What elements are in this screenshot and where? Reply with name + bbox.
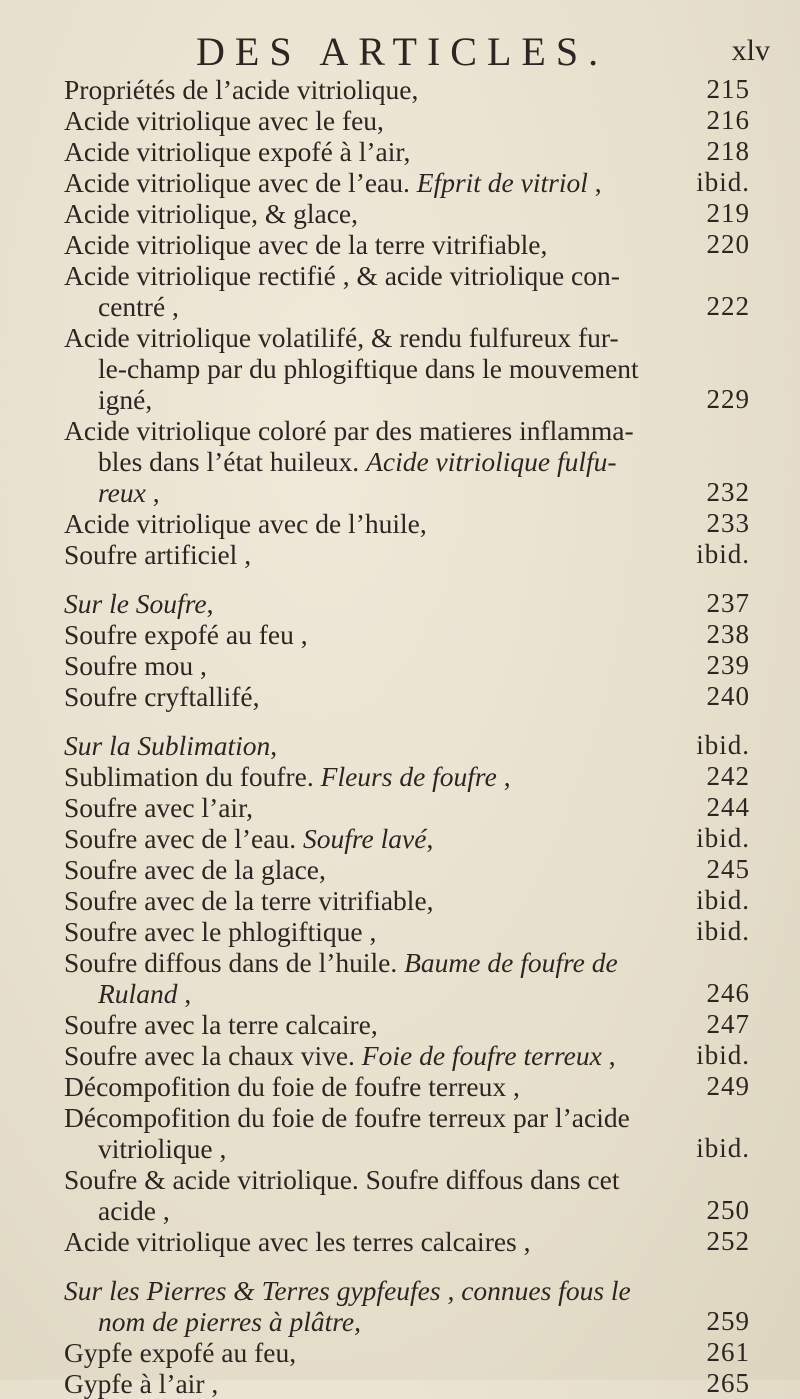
- entry-text: [64, 619, 308, 650]
- italic-text: reux: [98, 477, 146, 508]
- page-number: 232: [706, 477, 750, 507]
- entry-line: [0, 1071, 800, 1102]
- index-entry: [0, 619, 800, 650]
- entry-text: [64, 229, 547, 260]
- italic-text: nom de pierres à plâtre,: [98, 1306, 361, 1337]
- text-run: ,: [496, 761, 511, 792]
- entry-text: [64, 1071, 520, 1102]
- text-run: Acide vitriolique avec de l’huile,: [64, 508, 427, 539]
- entry-text: [64, 1275, 631, 1306]
- text-run: ,: [426, 823, 434, 854]
- entry-text: [64, 1102, 630, 1133]
- text-run: Soufre avec le phlogiftique ,: [64, 916, 377, 947]
- italic-text: Fleurs de foufre: [320, 761, 497, 792]
- entry-text: [98, 477, 160, 508]
- entry-line: [0, 1040, 800, 1071]
- italic-text: Foie de foufre terreux: [361, 1040, 602, 1071]
- page-number: 215: [706, 74, 750, 104]
- entry-text: [98, 291, 179, 322]
- entry-line: [0, 167, 800, 198]
- text-run: Acide vitriolique coloré par des matieres inflamma-: [64, 415, 634, 446]
- page-number: 261: [706, 1337, 750, 1367]
- page-number: ibid.: [696, 885, 750, 915]
- entry-line: [0, 1164, 800, 1195]
- text-run: Soufre avec de l’eau.: [64, 823, 303, 854]
- entry-text: [64, 167, 602, 198]
- entry-line: [0, 1337, 800, 1368]
- index-entry: [0, 761, 800, 792]
- text-run: Soufre avec de la terre vitrifiable,: [64, 885, 434, 916]
- entry-text: [64, 322, 619, 353]
- text-run: ,: [206, 588, 214, 619]
- text-run: le-champ par du phlogiftique dans le mouvement: [98, 353, 639, 384]
- entry-line: [0, 588, 800, 619]
- text-run: Soufre avec l’air,: [64, 792, 254, 823]
- entry-text: [64, 1337, 296, 1368]
- entry-text: [64, 508, 427, 539]
- entry-text: [64, 198, 358, 229]
- text-run: acide ,: [98, 1195, 170, 1226]
- index-entry: [0, 136, 800, 167]
- text-run: Soufre artificiel ,: [64, 539, 252, 570]
- index-entry: [0, 198, 800, 229]
- index-entry: [0, 1040, 800, 1071]
- entry-line: [0, 1306, 800, 1337]
- entry-text: [64, 260, 620, 291]
- entry-text: [64, 415, 634, 446]
- index-entry: [0, 854, 800, 885]
- index-entry: [0, 1337, 800, 1368]
- entry-line: [0, 539, 800, 570]
- entry-text: [98, 1195, 170, 1226]
- page-folio: xlv: [731, 34, 770, 67]
- page-number: 239: [706, 650, 750, 680]
- entry-text: [98, 353, 639, 384]
- italic-text: Sur les Pierres & Terres gypfeufes , connues fous le: [64, 1275, 631, 1306]
- text-run: Acide vitriolique avec le feu,: [64, 105, 384, 136]
- italic-text: Sur la Sublimation: [64, 730, 271, 761]
- italic-text: Acide vitriolique fulfu-: [366, 446, 617, 477]
- index-entry: [0, 1009, 800, 1040]
- entry-text: [64, 1040, 616, 1071]
- entry-line: [0, 353, 800, 384]
- text-run: Acide vitriolique avec de la terre vitrifiable,: [64, 229, 548, 260]
- entry-line: [0, 446, 800, 477]
- page-number: 218: [706, 136, 750, 166]
- index-entry: [0, 105, 800, 136]
- page-number: 240: [706, 681, 750, 711]
- page-number: 216: [706, 105, 750, 135]
- index-entry: [0, 260, 800, 322]
- entry-line: [0, 384, 800, 415]
- entry-line: [0, 1009, 800, 1040]
- text-run: Soufre avec de la glace,: [64, 854, 326, 885]
- index-entry: [0, 167, 800, 198]
- entry-text: [64, 136, 410, 167]
- index-entry: [0, 1071, 800, 1102]
- text-run: centré ,: [98, 291, 179, 322]
- entry-text: [64, 74, 418, 105]
- entry-text: [98, 384, 152, 415]
- entry-text: [64, 1009, 378, 1040]
- entry-line: [0, 681, 800, 712]
- page-number: ibid.: [696, 823, 750, 853]
- italic-text: Soufre lavé: [302, 823, 427, 854]
- index-entry: [0, 650, 800, 681]
- index-entry: [0, 1226, 800, 1257]
- text-run: Décompofition du foie de foufre terreux ,: [64, 1071, 520, 1102]
- index-entry: [0, 322, 800, 415]
- entry-text: [64, 730, 277, 761]
- page-number: ibid.: [696, 916, 750, 946]
- entry-line: [0, 1368, 800, 1399]
- text-run: ,: [177, 978, 192, 1009]
- text-run: Soufre & acide vitriolique. Soufre diffous dans cet: [64, 1164, 620, 1195]
- entry-text: [64, 854, 326, 885]
- text-run: Gypfe expofé au feu,: [64, 1337, 297, 1368]
- index-entry: [0, 1102, 800, 1164]
- entry-text: [64, 650, 207, 681]
- entry-text: [98, 1133, 226, 1164]
- page-number: 219: [706, 198, 750, 228]
- text-run: Acide vitriolique expofé à l’air,: [64, 136, 411, 167]
- index-entry: [0, 947, 800, 1009]
- entry-line: [0, 730, 800, 761]
- text-run: Acide vitriolique volatilifé, & rendu fulfureux fur-: [64, 322, 619, 353]
- text-run: Soufre avec la chaux vive.: [64, 1040, 362, 1071]
- entry-line: [0, 1195, 800, 1226]
- index-entry: [0, 681, 800, 712]
- index-entry: [0, 415, 800, 508]
- entry-text: [64, 105, 384, 136]
- section-gap: [0, 1257, 800, 1275]
- text-run: vitriolique ,: [98, 1133, 227, 1164]
- page-number: 247: [706, 1009, 750, 1039]
- page-number: ibid.: [696, 167, 750, 197]
- entry-line: [0, 198, 800, 229]
- entry-line: [0, 1226, 800, 1257]
- text-run: bles dans l’état huileux.: [98, 446, 367, 477]
- index-entry: [0, 229, 800, 260]
- entry-text: [98, 978, 191, 1009]
- index-entry: [0, 730, 800, 761]
- entry-line: [0, 105, 800, 136]
- section-gap: [0, 570, 800, 588]
- entry-line: [0, 260, 800, 291]
- text-run: Gypfe à l’air ,: [64, 1368, 219, 1399]
- page-number: 265: [706, 1368, 750, 1398]
- entry-line: [0, 322, 800, 353]
- page-number: 238: [706, 619, 750, 649]
- page-number: ibid.: [696, 730, 750, 760]
- page-number: 245: [706, 854, 750, 884]
- index-entry: [0, 916, 800, 947]
- table-of-articles: [0, 74, 800, 1399]
- entry-line: [0, 947, 800, 978]
- entry-line: [0, 792, 800, 823]
- italic-text: Baume de foufre de: [404, 947, 618, 978]
- entry-line: [0, 415, 800, 446]
- index-entry: [0, 508, 800, 539]
- text-run: Acide vitriolique avec les terres calcaires ,: [64, 1226, 531, 1257]
- running-header: [0, 28, 800, 76]
- entry-line: [0, 619, 800, 650]
- index-entry: [0, 823, 800, 854]
- index-entry: [0, 1164, 800, 1226]
- entry-line: [0, 1102, 800, 1133]
- text-run: ,: [145, 477, 160, 508]
- text-run: Acide vitriolique avec de l’eau.: [64, 167, 417, 198]
- index-entry: [0, 588, 800, 619]
- italic-text: Efprit de vitriol: [416, 167, 588, 198]
- text-run: Acide vitriolique rectifié , & acide vitriolique con-: [64, 260, 620, 291]
- entry-line: [0, 229, 800, 260]
- entry-line: [0, 136, 800, 167]
- text-run: Soufre avec la terre calcaire,: [64, 1009, 378, 1040]
- entry-text: [64, 1226, 531, 1257]
- entry-line: [0, 854, 800, 885]
- entry-line: [0, 885, 800, 916]
- entry-line: [0, 1275, 800, 1306]
- page-number: 220: [706, 229, 750, 259]
- running-title: DES ARTICLES.: [196, 29, 609, 74]
- page-number: 222: [706, 291, 750, 321]
- index-entry: [0, 792, 800, 823]
- entry-text: [64, 1164, 619, 1195]
- page-number: 233: [706, 508, 750, 538]
- page-number: 237: [706, 588, 750, 618]
- italic-text: Ruland: [98, 978, 178, 1009]
- text-run: ,: [601, 1040, 616, 1071]
- index-entry: [0, 539, 800, 570]
- entry-line: [0, 761, 800, 792]
- page-number: 242: [706, 761, 750, 791]
- entry-text: [98, 446, 617, 477]
- index-entry: [0, 885, 800, 916]
- text-run: ,: [270, 730, 278, 761]
- page-number: 244: [706, 792, 750, 822]
- text-run: Soufre expofé au feu ,: [64, 619, 308, 650]
- entry-text: [64, 681, 259, 712]
- entry-text: [64, 539, 251, 570]
- section-gap: [0, 712, 800, 730]
- text-run: Soufre cryftallifé,: [64, 681, 260, 712]
- text-run: Propriétés de l’acide vitriolique,: [64, 74, 419, 105]
- entry-line: [0, 916, 800, 947]
- entry-line: [0, 650, 800, 681]
- page-number: 229: [706, 384, 750, 414]
- page-number: 259: [706, 1306, 750, 1336]
- entry-line: [0, 477, 800, 508]
- text-run: Acide vitriolique, & glace,: [64, 198, 359, 229]
- index-entry: [0, 74, 800, 105]
- entry-line: [0, 74, 800, 105]
- text-run: ,: [587, 167, 602, 198]
- page-number: ibid.: [696, 1040, 750, 1070]
- entry-text: [64, 588, 213, 619]
- entry-line: [0, 978, 800, 1009]
- entry-line: [0, 508, 800, 539]
- entry-text: [64, 1368, 218, 1399]
- entry-text: [64, 792, 253, 823]
- entry-text: [64, 761, 511, 792]
- text-run: Décompofition du foie de foufre terreux par l’acide: [64, 1102, 630, 1133]
- text-run: Soufre diffous dans de l’huile.: [64, 947, 405, 978]
- text-run: Sublimation du foufre.: [64, 761, 321, 792]
- page-number: ibid.: [696, 1133, 750, 1163]
- entry-text: [64, 916, 376, 947]
- index-entry: [0, 1275, 800, 1337]
- page-number: 249: [706, 1071, 750, 1101]
- entry-line: [0, 1133, 800, 1164]
- page-number: 252: [706, 1226, 750, 1256]
- entry-text: [64, 823, 433, 854]
- entry-text: [64, 885, 434, 916]
- index-entry: [0, 1368, 800, 1399]
- entry-line: [0, 823, 800, 854]
- page-number: 250: [706, 1195, 750, 1225]
- entry-line: [0, 291, 800, 322]
- text-run: igné,: [98, 384, 153, 415]
- text-run: Soufre mou ,: [64, 650, 207, 681]
- italic-text: Sur le Soufre: [64, 588, 207, 619]
- page-number: 246: [706, 978, 750, 1008]
- entry-text: [64, 947, 618, 978]
- entry-text: [98, 1306, 361, 1337]
- page-number: ibid.: [696, 539, 750, 569]
